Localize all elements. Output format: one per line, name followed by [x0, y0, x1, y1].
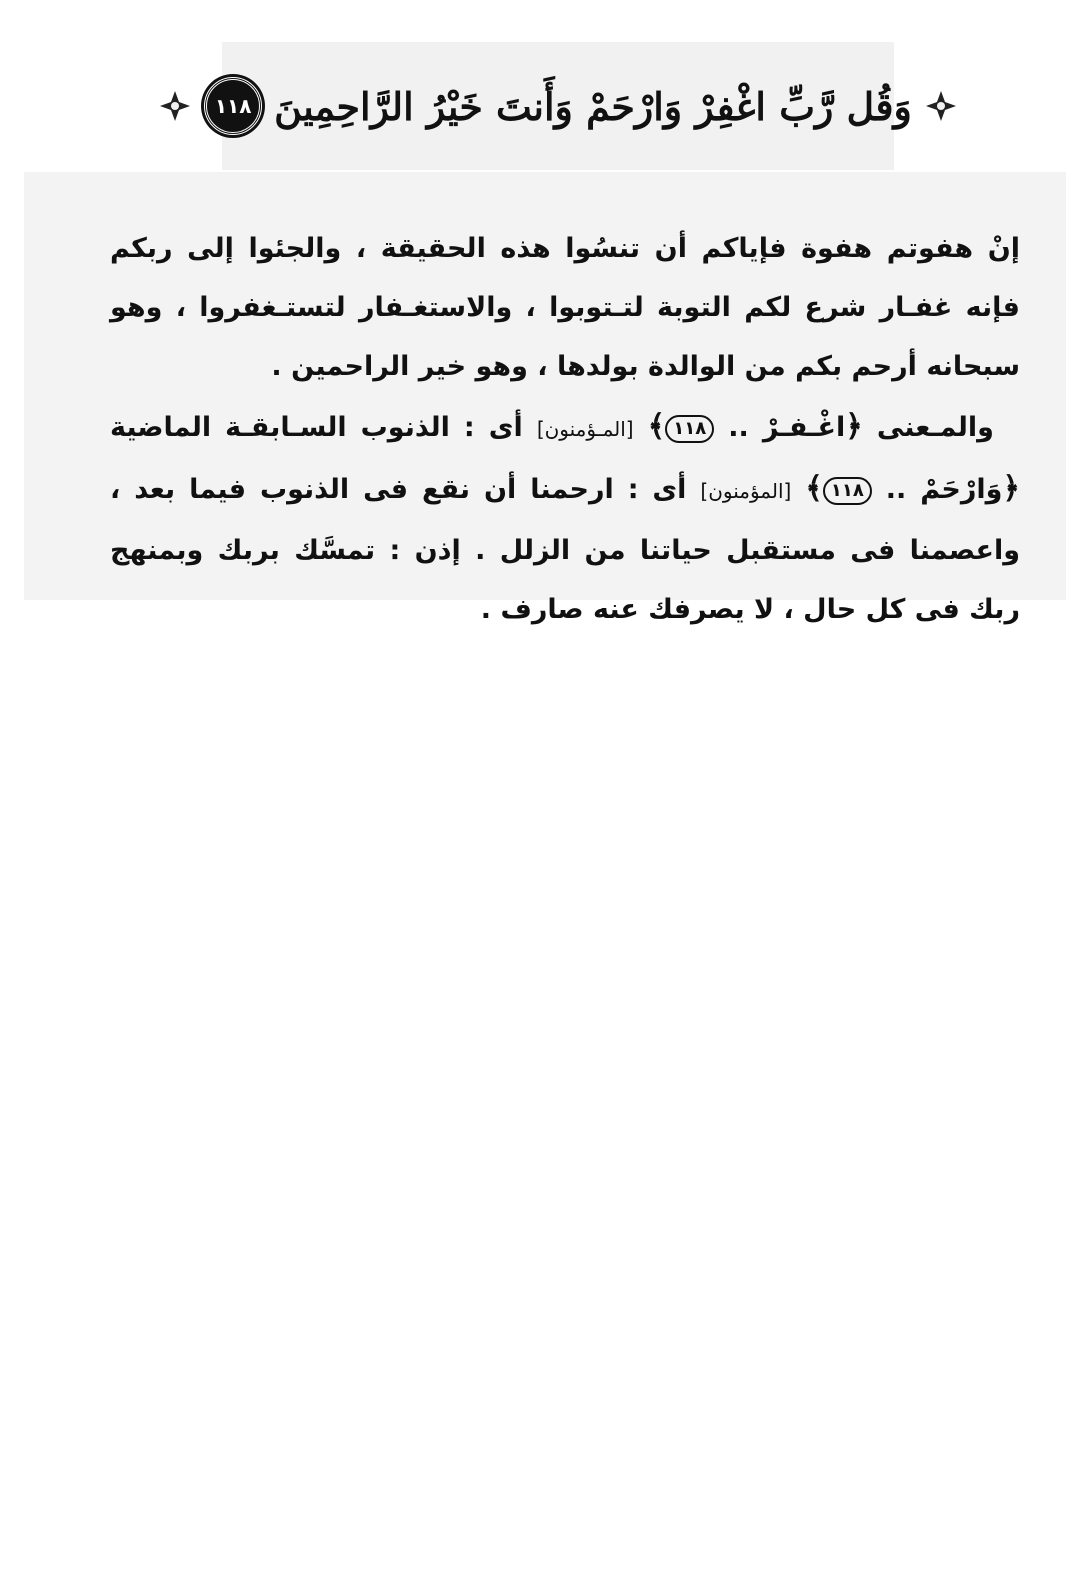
paragraph-2 [110, 397, 1020, 639]
verse-number-badge: ١١٨ [204, 77, 262, 135]
paragraph-2-part-a: والمـعنى [876, 412, 994, 443]
quote-2: وَارْحَمْ .. [885, 474, 1003, 505]
ref-2-surah: [المؤمنون] [700, 479, 792, 503]
quote-close-bracket: ﴾ [805, 471, 823, 506]
ref-1-surah: [المـؤمنون] [536, 417, 634, 441]
ornament-icon [924, 89, 958, 123]
paragraph-2-part-c: أى : ارحمنا أن نقع فى الذنوب فيما بعد ، واعصمنا فى مستقبل حياتنا من الزلل . إذن : تمسَّك بربك وبمنهج ربك فى كل حال ، لا يصرفك عنه صارف . [110, 474, 1020, 625]
paragraph-1: إنْ هفوتم هفوة فإياكم أن تنسُوا هذه الحقيقة ، والجئوا إلى ربكم فإنه غفـار شرع لكم التوبة لتـتوبوا ، والاستغـفار لتستـغفروا ، وهو سبحانه أرحم بكم من الوالدة بولدها ، وهو خير الراحمين . [110, 233, 1020, 382]
ref-1-number: ١١٨ [665, 415, 714, 443]
ornament-icon [158, 89, 192, 123]
verse-banner [214, 42, 912, 170]
paragraph-2-part-b: أى : الذنوب السـابقـة الماضية [110, 412, 523, 443]
verse-text: وَقُل رَّبِّ اغْفِرْ وَارْحَمْ وَأَنتَ خَيْرُ الرَّاحِمِينَ [274, 83, 912, 129]
verse-line [158, 77, 958, 135]
quote-open-bracket: ﴿ [845, 409, 863, 444]
quote-close-bracket: ﴾ [647, 409, 666, 444]
ref-2-number: ١١٨ [823, 477, 872, 505]
quote-open-bracket: ﴿ [1002, 471, 1021, 506]
commentary-block [24, 172, 1066, 625]
quote-1: اغْـفـرْ .. [728, 412, 846, 443]
